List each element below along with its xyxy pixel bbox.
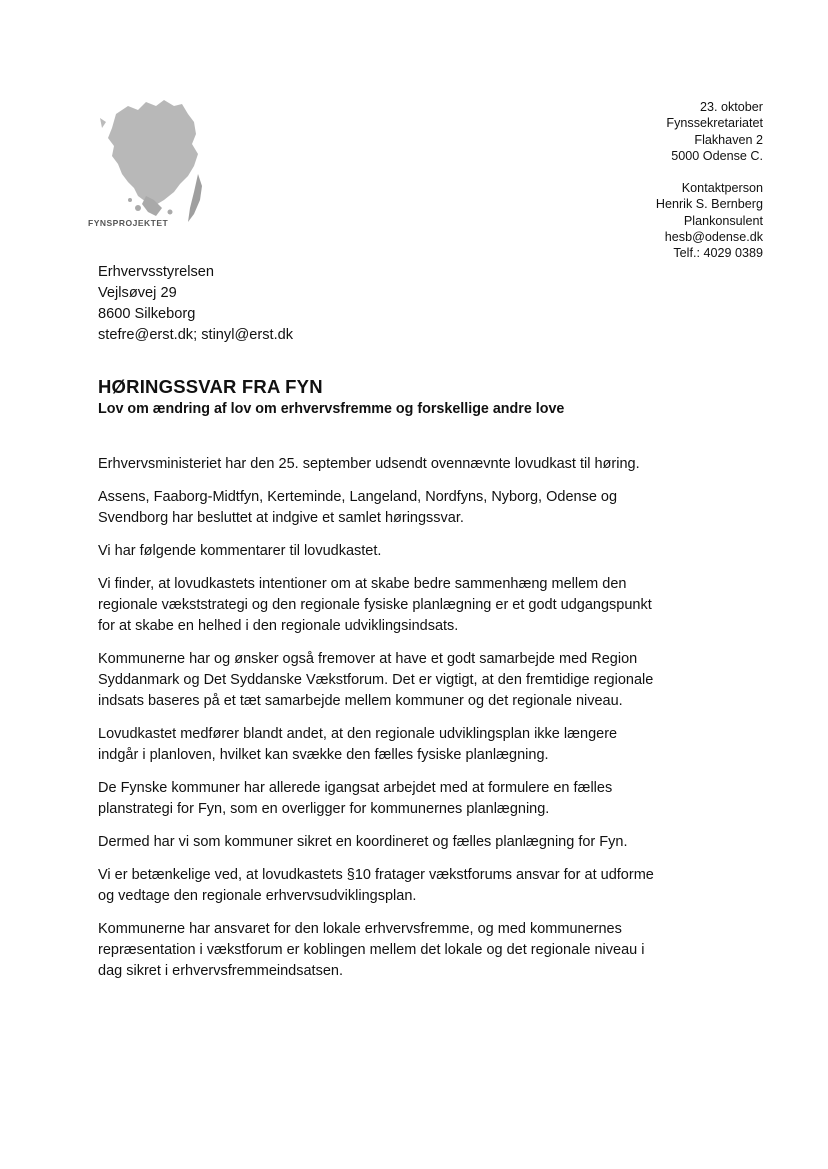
sender-city: 5000 Odense C. (671, 148, 763, 163)
recipient-city: 8600 Silkeborg (98, 306, 196, 322)
contact-phone: Telf.: 4029 0389 (673, 246, 763, 261)
letter-body (98, 454, 658, 994)
contact-name: Henrik S. Bernberg (655, 197, 763, 212)
fynsprojektet-logo (86, 96, 216, 246)
contact-label: Kontaktperson (681, 181, 763, 196)
sender-street: Flakhaven 2 (694, 132, 763, 147)
sender-organization: Fynssekretariatet (666, 116, 763, 131)
body-paragraph: Kommunerne har og ønsker også fremover at have et godt samarbejde med Region Syddanmark og Det Syddanske Vækstforum. Det er vigtigt, at den fremtidige regionale indsats baseres på et tæt samarbejde mellem kommuner og det regionale niveau. (98, 651, 654, 709)
body-paragraph: Kommunerne har ansvaret for den lokale erhvervsfremme, og med kommunernes repræsentation i vækstforum er koblingen mellem det lokale og det regionale niveau i dag sikret i erhvervsfremmeindsatsen. (98, 921, 645, 979)
contact-title: Plankonsulent (683, 213, 763, 228)
document-title: HØRINGSSVAR FRA FYN (98, 376, 323, 397)
sender-gap (656, 164, 763, 180)
body-paragraph: Lovudkastet medfører blandt andet, at den regionale udviklingsplan ikke længere indgår i planloven, hvilket kan svække den fælles fysiske planlægning. (98, 726, 618, 763)
contact-email: hesb@odense.dk (664, 230, 763, 245)
body-paragraph: Vi er betænkelige ved, at lovudkastets §10 fratager vækstforums ansvar for at udforme og vedtage den regionale erhvervsudviklingsplan. (98, 867, 654, 904)
letter-date: 23. oktober (699, 100, 763, 114)
body-paragraph: De Fynske kommuner har allerede igangsat arbejdet med at formulere en fælles planstrategi for Fyn, som en overligger for kommunernes planlægning. (98, 780, 613, 817)
logo-text: FYNSPROJEKTET (88, 218, 169, 228)
recipient-block (98, 262, 293, 346)
recipient-name: Erhvervsstyrelsen (98, 264, 214, 280)
recipient-emails: stefre@erst.dk; stinyl@erst.dk (98, 327, 294, 343)
body-paragraph: Assens, Faaborg-Midtfyn, Kerteminde, Langeland, Nordfyns, Nyborg, Odense og Svendborg har besluttet at indgive et samlet høringssvar. (98, 489, 618, 526)
recipient-street: Vejlsøvej 29 (98, 285, 177, 301)
body-paragraph: Vi har følgende kommentarer til lovudkastet. (98, 543, 382, 559)
sender-block (656, 99, 763, 262)
fyn-island-map-icon (94, 96, 212, 226)
body-paragraph: Vi finder, at lovudkastets intentioner om at skabe bedre sammenhæng mellem den regionale vækststrategi og den regionale fysiske planlægning er et godt udgangspunkt for at skabe en helhed i den regionale udviklingsindsats. (98, 576, 652, 634)
body-paragraph: Dermed har vi som kommuner sikret en koordineret og fælles planlægning for Fyn. (98, 834, 628, 850)
document-subtitle: Lov om ændring af lov om erhvervsfremme og forskellige andre love (98, 401, 565, 417)
body-paragraph: Erhvervsministeriet har den 25. september udsendt ovennævnte lovudkast til høring. (98, 456, 640, 472)
